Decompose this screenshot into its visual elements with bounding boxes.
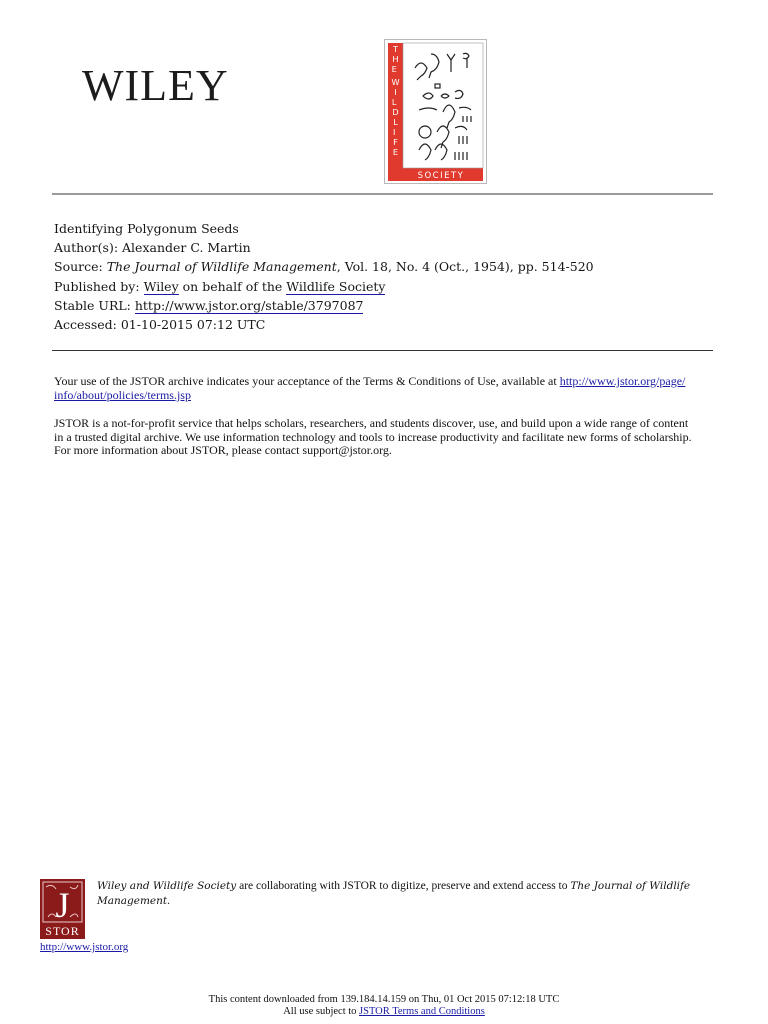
- download-footer: [0, 994, 768, 1018]
- accessed-line: Accessed: 01-10-2015 07:12 UTC: [54, 317, 266, 333]
- svg-text:THE WIL DLI: T H E W I L D L I F E: [391, 44, 400, 157]
- wildlife-society-logo: [384, 39, 487, 184]
- article-title: Identifying Polygonum Seeds: [54, 221, 239, 236]
- wildlife-society-seal-icon: [385, 40, 486, 183]
- stable-url-line: Stable URL: http://www.jstor.org/stable/3797087: [54, 297, 364, 313]
- collaboration-note: Wiley and Wildlife Society are collaborating with JSTOR to digitize, preserve and extend access to The Journal of Wildlife Management.: [97, 880, 691, 907]
- journal-name: The Journal of Wildlife Management: [106, 259, 337, 275]
- svg-text:J: J: [55, 885, 70, 925]
- download-info: This content downloaded from 139.184.14.159 on Thu, 01 Oct 2015 07:12:18 UTC: [208, 994, 560, 1005]
- author-line: Author(s): Alexander C. Martin: [54, 240, 251, 256]
- jstor-logo[interactable]: [40, 879, 85, 939]
- header-divider: [52, 193, 713, 195]
- wiley-logo: WILEY: [82, 61, 229, 110]
- about-jstor-paragraph: JSTOR is a not-for-profit service that helps scholars, researchers, and students discover, use, and build upon a wide range of content in a trusted digital archive. We use information technology and tools to increase productivity and facilitate new forms of scholarship. For more information about JSTOR, please contact support@jstor.org.: [54, 416, 692, 458]
- content-divider: [52, 350, 713, 351]
- svg-text:SOCIETY: SOCIETY: [417, 171, 465, 181]
- jstor-home-link[interactable]: http://www.jstor.org: [40, 941, 129, 953]
- svg-text:STOR: STOR: [45, 924, 80, 938]
- publisher-link[interactable]: Wiley: [143, 278, 179, 294]
- society-link[interactable]: Wildlife Society: [286, 278, 386, 294]
- terms-link[interactable]: http://www.jstor.org/page/: [559, 374, 686, 388]
- terms-link-continued[interactable]: info/about/policies/terms.jsp: [54, 387, 191, 402]
- source-line: Source: The Journal of Wildlife Management, Vol. 18, No. 4 (Oct., 1954), pp. 514-520: [54, 259, 594, 275]
- jstor-logo-icon: [40, 879, 85, 939]
- citation-block: [54, 219, 594, 334]
- footer-terms-link[interactable]: JSTOR Terms and Conditions: [359, 1006, 485, 1017]
- stable-url-link[interactable]: http://www.jstor.org/stable/3797087: [134, 297, 364, 313]
- published-by-line: Published by: Wiley on behalf of the Wildlife Society: [54, 278, 386, 294]
- terms-footer-line: All use subject to JSTOR Terms and Conditions: [283, 1006, 485, 1017]
- terms-paragraph: Your use of the JSTOR archive indicates your acceptance of the Terms & Conditions of Use, available at http://www.jstor.org/page/ info/about/policies/terms.jsp: [54, 374, 686, 402]
